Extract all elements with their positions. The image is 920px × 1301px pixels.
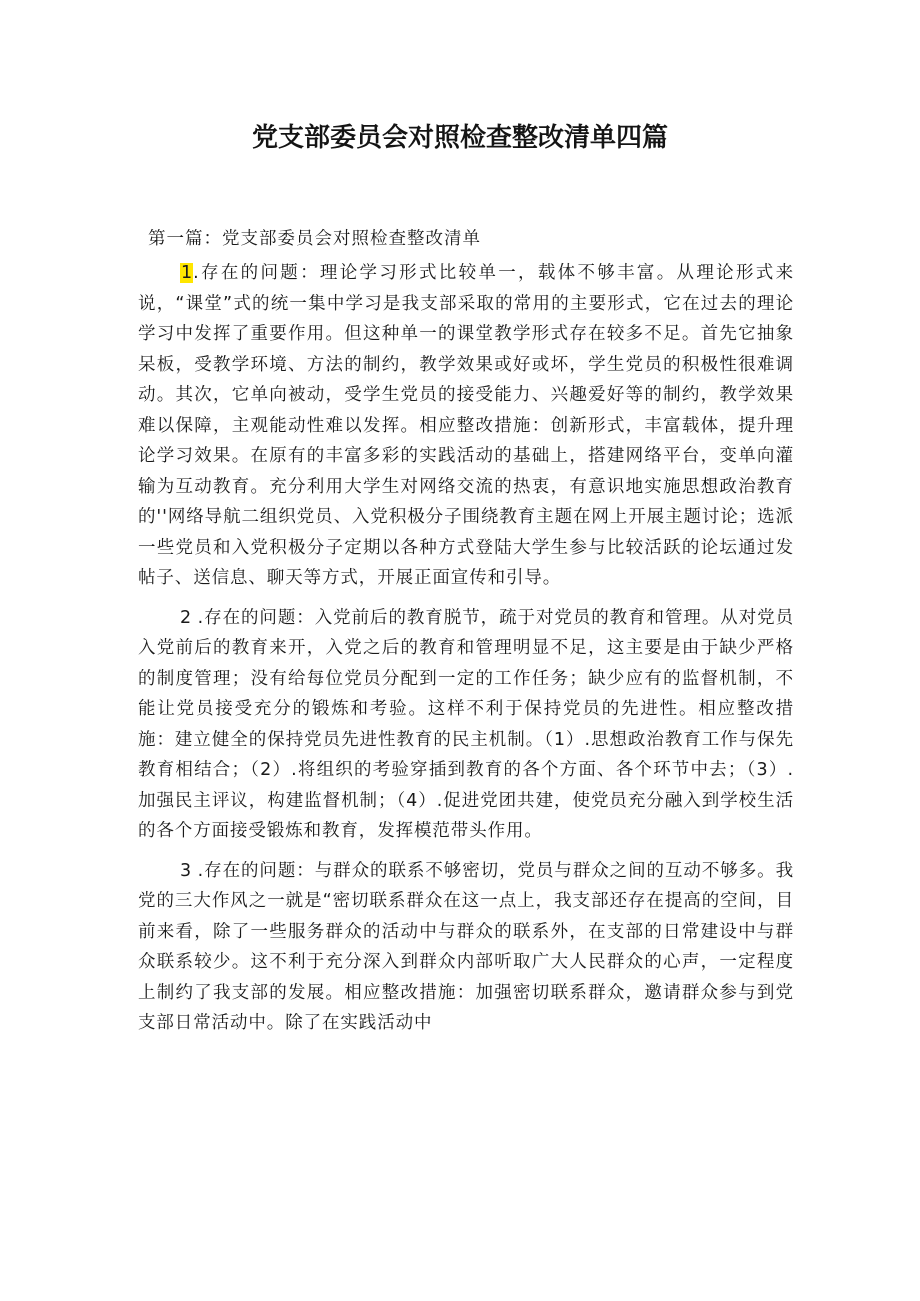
paragraph-3 <box>138 856 794 1039</box>
paragraph-text: .存在的问题：入党前后的教育脱节，疏于对党员的教育和管理。从对党员入党前后的教育来开，入党之后的教育和管理明显不足，这主要是由于缺少严格的制度管理；没有给每位党员分配到一定的工作任务；缺少应有的监督机制，不能让党员接受充分的锻炼和考验。这样不利于保持党员的先进性。相应整改措施：建立健全的保持党员先进性教育的民主机制。（1）.思想政治教育工作与保先教育相结合；（2）.将组织的考验穿插到教育的各个方面、各个环节中去；（3）.加强民主评议，构建监督机制；（4）.促进党团共建，使党员充分融入到学校生活的各个方面接受锻炼和教育，发挥模范带头作用。 <box>138 607 794 841</box>
section-heading: 第一篇：党支部委员会对照检查整改清单 <box>148 229 481 249</box>
paragraph-text: .存在的问题：理论学习形式比较单一，载体不够丰富。从理论形式来说，“课堂”式的统一集中学习是我支部采取的常用的主要形式，它在过去的理论学习中发挥了重要作用。但这种单一的课堂教学形式存在较多不足。首先它抽象呆板，受教学环境、方法的制约，教学效果或好或坏，学生党员的积极性很难调动。其次，它单向被动，受学生党员的接受能力、兴趣爱好等的制约，教学效果难以保障，主观能动性难以发挥。相应整改措施：创新形式，丰富载体，提升理论学习效果。在原有的丰富多彩的实践活动的基础上，搭建网络平台，变单向灌输为互动教育。充分利用大学生对网络交流的热衷，有意识地实施思想政治教育的''网络导航二组织党员、入党积极分子围绕教育主题在网上开展主题讨论；选派一些党员和入党积极分子定期以各种方式登陆大学生参与比较活跃的论坛通过发帖子、送信息、聊天等方式，开展正面宣传和引导。 <box>138 263 794 588</box>
paragraph-number: 3 <box>180 860 192 881</box>
paragraph-2 <box>138 603 794 847</box>
paragraph-text: .存在的问题：与群众的联系不够密切，党员与群众之间的互动不够多。我党的三大作风之一就是“密切联系群众在这一点上，我支部还存在提高的空间，目前来看，除了一些服务群众的活动中与群众的联系外，在支部的日常建设中与群众联系较少。这不利于充分深入到群众内部听取广大人民群众的心声，一定程度上制约了我支部的发展。相应整改措施：加强密切联系群众，邀请群众参与到党支部日常活动中。除了在实践活动中 <box>138 860 794 1033</box>
document-title: 党支部委员会对照检查整改清单四篇 <box>251 123 668 153</box>
paragraph-1 <box>138 258 794 594</box>
paragraph-number-highlight: 1 <box>181 263 193 283</box>
document-body <box>138 258 794 1048</box>
paragraph-number: 2 <box>180 607 192 628</box>
